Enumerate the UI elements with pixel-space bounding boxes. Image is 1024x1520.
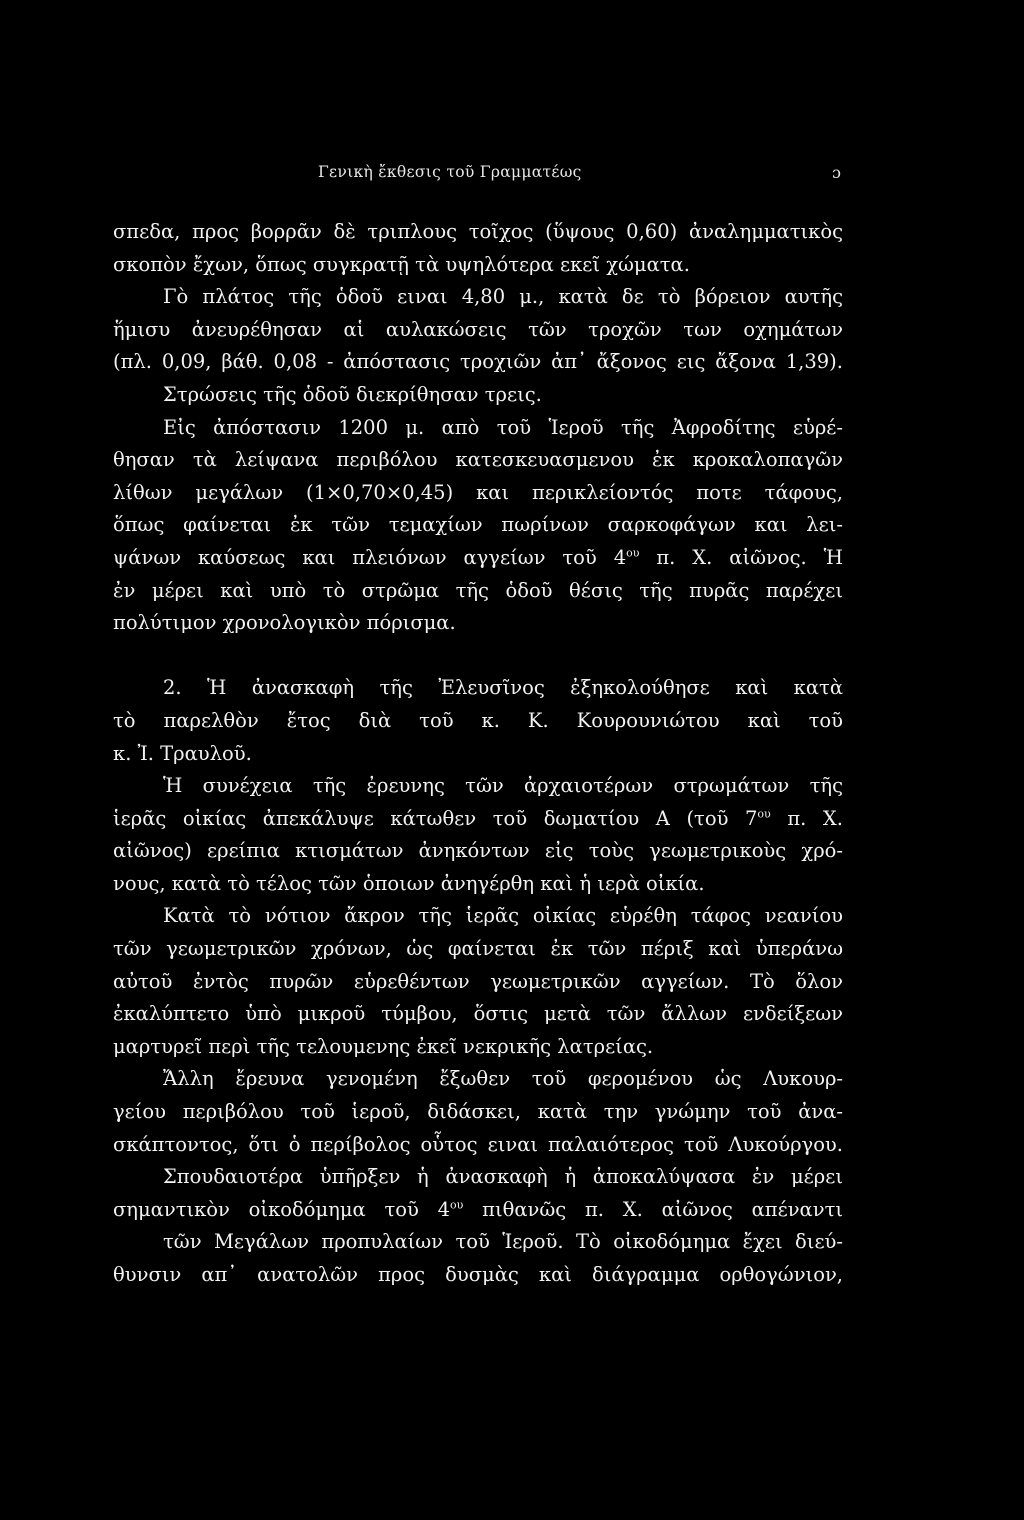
text-line: [113, 509, 843, 542]
text-line: [113, 379, 843, 412]
text-line: [113, 1194, 843, 1227]
text-line-content: τῶν Μεγάλων προπυλαίων τοῦ Ἱεροῦ. Τὸ οἰκοδόμημα ἔχει διεύ-: [163, 1230, 843, 1254]
text-line: [113, 542, 843, 575]
text-line-content: ἐκαλύπτετο ὑπὸ μικροῦ τύμβου, ὅστις μετὰ τῶν ἄλλων ενδείξεων: [113, 1002, 843, 1026]
text-line: [113, 249, 843, 282]
text-line: [113, 575, 843, 608]
text-line-content: Στρώσεις τῆς ὁδοῦ διεκρίθησαν τρεις.: [163, 382, 542, 406]
text-line-content: Ἡ συνέχεια τῆς ἐρευνης τῶν ἀρχαιοτέρων στρωμάτων τῆς: [163, 774, 843, 798]
text-line: [113, 672, 843, 705]
text-line: [113, 640, 843, 673]
text-line-content: Σπουδαιοτέρα ὑπῆρξεν ἡ ἀνασκαφὴ ἡ ἀποκαλύψασα ἐν μέρει: [163, 1165, 843, 1189]
text-line-content: θησαν τὰ λείψανα περιβόλου κατεσκευασμενου ἐκ κροκαλοπαγῶν: [113, 448, 843, 472]
text-line: [113, 738, 843, 771]
text-line-content: τῶν γεωμετρικῶν χρόνων, ὡς φαίνεται ἐκ τῶν πέριξ καὶ ὑπεράνω: [113, 937, 843, 961]
text-line: [113, 216, 843, 249]
text-line-content: 2. Ἡ ἀνασκαφὴ τῆς Ἐλευσῖνος ἐξηκολούθησε καὶ κατὰ: [163, 676, 843, 700]
text-line-content: (πλ. 0,09, βάθ. 0,08 - ἀπόστασις τροχιῶν ἀπ᾽ ἄξονος εις ἄξονα 1,39).: [113, 350, 843, 374]
text-line-continuation: π. Χ.: [770, 806, 843, 830]
text-line: [113, 314, 843, 347]
text-line: [113, 1129, 843, 1162]
text-line-content: σπεδα, προς βορρᾶν δὲ τριπλους τοῖχος (ὕψους 0,60) ἀναλημματικὸς: [113, 220, 843, 243]
text-line: [113, 1031, 843, 1064]
text-line-content: θυνσιν απ᾽ ανατολῶν προς δυσμὰς καὶ διάγραμμα ορθογώνιον,: [113, 1263, 843, 1286]
text-line-content: κ. Ἰ. Τραυλοῦ.: [113, 741, 252, 765]
text-line: [113, 933, 843, 966]
text-line-continuation: πιθανῶς π. Χ. αἰῶνος απέναντι: [463, 1197, 844, 1221]
text-line-content: ὅπως φαίνεται ἐκ τῶν τεμαχίων πωρίνων σαρκοφάγων και λει-: [113, 513, 843, 537]
text-line-content: νους, κατὰ τὸ τέλος τῶν ὁποιων ἀνηγέρθη καὶ ἡ ιερὰ οἰκία.: [113, 871, 705, 895]
text-line-content: λίθων μεγάλων (1×0,70×0,45) και περικλείοντός ποτε τάφους,: [113, 480, 843, 504]
text-line: [113, 705, 843, 738]
text-line: [113, 1063, 843, 1096]
text-line-content: ψάνων καύσεως και πλειόνων αγγείων τοῦ 4: [113, 545, 627, 569]
text-line-content: σημαντικὸν οἰκοδόμημα τοῦ 4: [113, 1197, 451, 1221]
ordinal-superscript: ου: [757, 807, 771, 821]
body-text: [113, 216, 843, 1292]
text-line-content: ἐν μέρει καὶ υπὸ τὸ στρῶμα τῆς ὁδοῦ θέσις τῆς πυρᾶς παρέχει: [113, 578, 843, 602]
text-line: [113, 346, 843, 379]
text-line: [113, 835, 843, 868]
text-line-content: πολύτιμον χρονολογικὸν πόρισμα.: [113, 611, 456, 635]
text-line-content: μαρτυρεῖ περὶ τῆς τελουμενης ἐκεῖ νεκρικῆς λατρείας.: [113, 1034, 654, 1058]
running-title: Γενικὴ ἔκθεσις τοῦ Γραμματέως: [318, 163, 582, 181]
text-line: [113, 1226, 843, 1259]
text-line-content: Κατὰ τὸ νότιον ἄκρον τῆς ἱερᾶς οἰκίας εὑρέθη τάφος νεανίου: [163, 904, 843, 928]
text-line-continuation: π. Χ. αἰῶνος. Ἡ: [639, 545, 843, 569]
text-line: [113, 998, 843, 1031]
text-line: [113, 477, 843, 510]
text-line-content: Γὸ πλάτος τῆς ὁδοῦ ειναι 4,80 μ., κατὰ δε τὸ βόρειον αυτῆς: [163, 285, 843, 309]
text-line: [113, 1161, 843, 1194]
text-line-content: αὐτοῦ ἐντὸς πυρῶν εὑρεθέντων γεωμετρικῶν αγγείων. Τὸ ὅλον: [113, 969, 843, 993]
running-head: [0, 163, 1024, 187]
text-line-content: Ἄλλη ἔρευνα γενομένη ἔξωθεν τοῦ φερομένου ὡς Λυκουρ-: [163, 1067, 843, 1091]
page-number: ɔ: [832, 163, 841, 182]
text-line-content: τὸ παρελθὸν ἔτος διὰ τοῦ κ. Κ. Κουρουνιώτου καὶ τοῦ: [113, 708, 843, 732]
text-line: [113, 444, 843, 477]
text-line: [113, 966, 843, 999]
text-line: [113, 900, 843, 933]
text-line: [113, 803, 843, 836]
text-line-content: ἥμισυ ἀνευρέθησαν αἱ αυλακώσεις τῶν τροχῶν των οχημάτων: [113, 317, 843, 341]
text-line: [113, 868, 843, 901]
ordinal-superscript: ου: [626, 546, 640, 560]
text-line: [113, 770, 843, 803]
text-line-content: γείου περιβόλου τοῦ ἱεροῦ, διδάσκει, κατὰ την γνώμην τοῦ ἀνα-: [113, 1100, 843, 1124]
text-line: [113, 281, 843, 314]
text-line: [113, 1096, 843, 1129]
text-line-content: ἱερᾶς οἰκίας ἀπεκάλυψε κάτωθεν τοῦ δωματίου Α (τοῦ 7: [113, 806, 758, 830]
text-line-content: σκοπὸν ἔχων, ὅπως συγκρατῇ τὰ υψηλότερα εκεῖ χώματα.: [113, 252, 690, 276]
text-line-content: σκάπτοντος, ὅτι ὁ περίβολος οὗτος ειναι παλαιότερος τοῦ Λυκούργου.: [113, 1132, 843, 1156]
text-line: [113, 607, 843, 640]
text-line: [113, 412, 843, 445]
text-line-content: αἰῶνος) ερείπια κτισμάτων ἀνηκόντων εἰς τοὺς γεωμετρικοὺς χρό-: [113, 839, 843, 863]
text-line: [113, 1259, 843, 1292]
text-line-content: Εἰς ἀπόστασιν 1200 μ. απὸ τοῦ Ἱεροῦ τῆς Ἀφροδίτης εὑρέ-: [163, 415, 843, 439]
ordinal-superscript: ου: [450, 1198, 464, 1212]
